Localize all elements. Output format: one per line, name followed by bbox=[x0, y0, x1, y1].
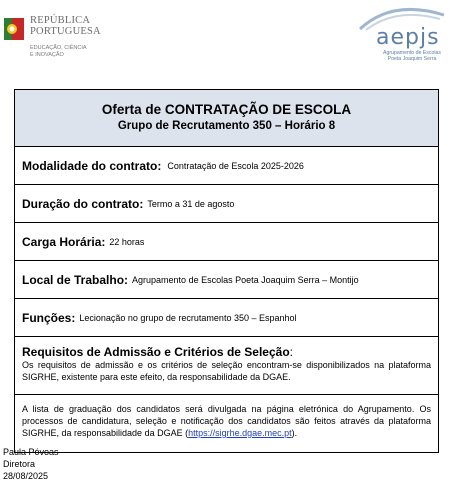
aepjs-logo bbox=[352, 3, 448, 65]
duracao-row bbox=[15, 184, 438, 222]
signature-name: Paula Póvoas bbox=[3, 447, 59, 457]
info-row bbox=[15, 394, 438, 452]
offer-title: Oferta de CONTRATAÇÃO DE ESCOLA bbox=[101, 102, 352, 117]
info-text: A lista de graduação dos candidatos será divulgada na página eletrónica do Agrupamento. Os processos de candidatura, seleção e notificação dos candidatos são feitos através da plataforma SIGRHE, da responsabilidade da DGAE (https://sigrhe.dgae.mec.pt). bbox=[22, 404, 431, 438]
carga-value: 22 horas bbox=[109, 236, 145, 247]
funcoes-label: Funções: bbox=[22, 310, 76, 325]
duracao-label: Duração do contrato: bbox=[22, 196, 144, 211]
offer-table bbox=[14, 89, 439, 453]
carga-label: Carga Horária: bbox=[22, 234, 106, 249]
modalidade-value: Contratação de Escola 2025-2026 bbox=[167, 160, 304, 171]
modalidade-label: Modalidade do contrato: bbox=[22, 158, 162, 173]
republica-portuguesa-text: REPÚBLICA PORTUGUESA bbox=[30, 15, 101, 37]
local-value: Agrupamento de Escolas Poeta Joaquim Serra – Montijo bbox=[132, 274, 359, 285]
requisitos-row bbox=[15, 336, 438, 394]
signature-date: 28/08/2025 bbox=[3, 471, 49, 481]
aepjs-subtitle: Agrupamento de Escolas Poeta Joaquim Serra bbox=[383, 50, 441, 62]
sigrhe-link[interactable]: https://sigrhe.dgae.mec.pt bbox=[188, 428, 292, 438]
modalidade-row bbox=[15, 146, 438, 184]
duracao-value: Termo a 31 de agosto bbox=[147, 198, 235, 209]
local-row bbox=[15, 260, 438, 298]
local-label: Local de Trabalho: bbox=[22, 272, 129, 287]
signature-block bbox=[3, 446, 59, 482]
funcoes-row bbox=[15, 298, 438, 336]
offer-subtitle: Grupo de Recrutamento 350 – Horário 8 bbox=[117, 120, 336, 132]
republica-portuguesa-logo bbox=[4, 12, 114, 64]
ministry-name: EDUCAÇÃO, CIÊNCIA E INOVAÇÃO bbox=[30, 45, 87, 58]
funcoes-value: Lecionação no grupo de recrutamento 350 – Espanhol bbox=[79, 312, 297, 323]
offer-title-row bbox=[15, 90, 438, 146]
signature-role: Diretora bbox=[3, 459, 36, 469]
carga-row bbox=[15, 222, 438, 260]
aepjs-wordmark: aepjs bbox=[376, 25, 440, 50]
requisitos-text: Os requisitos de admissão e os critérios de seleção encontram-se disponibilizados na plataforma SIGRHE, existente para este efeito, da responsabilidade da DGAE. bbox=[22, 360, 431, 382]
republica-portuguesa-emblem-icon bbox=[4, 16, 26, 44]
requisitos-heading: Requisitos de Admissão e Critérios de Seleção: bbox=[22, 345, 293, 359]
